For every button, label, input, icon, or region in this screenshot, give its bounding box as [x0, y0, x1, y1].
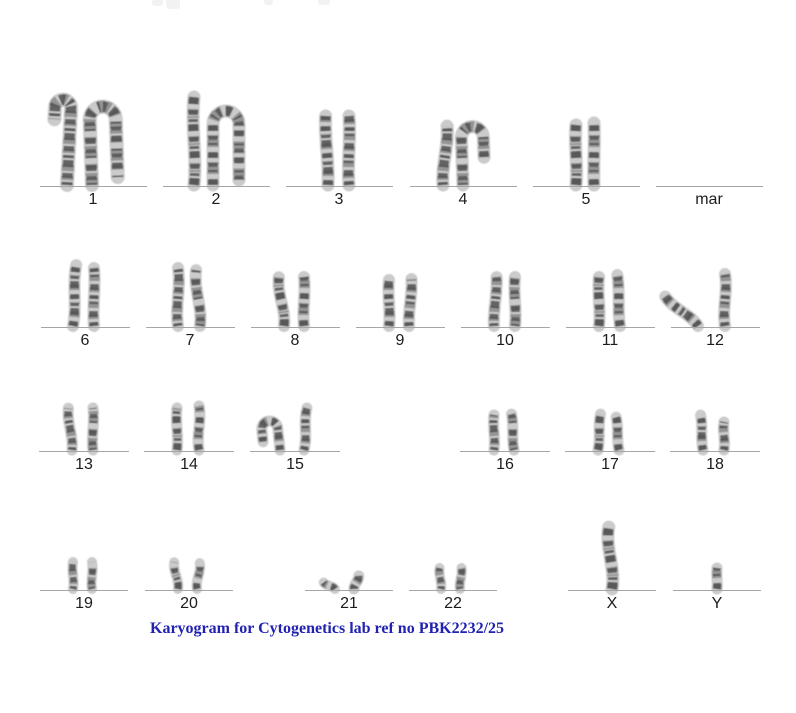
group-20-label: 20	[180, 595, 198, 612]
chromosome-2-2	[213, 111, 239, 185]
chromosome-6-2	[93, 268, 94, 326]
group-22-label: 22	[444, 595, 462, 612]
chromosome-15-2	[303, 408, 308, 450]
chromosome-6-1	[72, 265, 77, 326]
chromosome-19-2	[91, 562, 92, 589]
chromosome-14-2	[198, 406, 200, 450]
chromosome-7-2	[195, 270, 201, 326]
group-5-label: 5	[581, 191, 591, 208]
group-Y-label: Y	[711, 595, 723, 612]
chromosome-19-1	[72, 562, 73, 589]
group-9-baseline	[356, 327, 445, 328]
chromosome-8-2	[303, 277, 304, 326]
chromosome-4-1	[442, 126, 448, 185]
group-12-label: 12	[706, 332, 724, 349]
group-2-baseline	[163, 186, 270, 187]
chromosome-X-1	[607, 527, 613, 589]
group-15-baseline	[250, 451, 340, 452]
group-18-label: 18	[706, 456, 724, 473]
chromosome-3-1	[325, 116, 329, 185]
caption-text: Karyogram for Cytogenetics lab ref no PBK2232/25	[150, 620, 505, 637]
group-6-label: 6	[80, 332, 90, 349]
group-9-label: 9	[395, 332, 405, 349]
chromosome-1-2	[89, 106, 118, 185]
chromosome-9-2	[408, 279, 412, 326]
group-12-baseline	[671, 327, 760, 328]
chromosome-20-2	[196, 563, 200, 589]
chromosome-10-2	[514, 277, 515, 326]
group-7-baseline	[146, 327, 235, 328]
chromosome-12-1	[665, 296, 699, 327]
chromosome-9-1	[388, 280, 389, 326]
chromosome-Y-1	[717, 568, 718, 589]
chromosome-22-2	[459, 568, 462, 589]
chromosome-7-1	[177, 268, 179, 326]
group-17-baseline	[565, 451, 655, 452]
group-11-baseline	[566, 327, 655, 328]
group-mar-label: mar	[695, 191, 723, 208]
chromosome-5-2	[594, 123, 595, 185]
group-11-label: 11	[601, 332, 619, 349]
group-10-baseline	[461, 327, 550, 328]
group-16-label: 16	[496, 456, 514, 473]
chromosome-21-1	[323, 582, 335, 590]
group-Y-baseline	[673, 590, 761, 591]
chromosome-12-2	[724, 274, 726, 326]
group-13-baseline	[39, 451, 129, 452]
group-6-baseline	[41, 327, 130, 328]
group-X-label: X	[606, 595, 618, 612]
group-13-label: 13	[75, 456, 93, 473]
chromosome-18-2	[723, 422, 724, 450]
chromosome-1-1	[51, 99, 71, 185]
chromosome-11-1	[598, 277, 599, 326]
chromosome-14-1	[176, 408, 177, 450]
group-4-label: 4	[458, 191, 468, 208]
group-20-baseline	[145, 590, 233, 591]
chromosome-21-2	[353, 576, 359, 590]
group-18-baseline	[670, 451, 760, 452]
group-1-label: 1	[88, 191, 98, 208]
group-21-baseline	[305, 590, 393, 591]
top-artifact-2	[166, 0, 180, 9]
group-4-baseline	[410, 186, 517, 187]
group-14-baseline	[144, 451, 234, 452]
chromosome-18-1	[700, 415, 704, 450]
group-7-label: 7	[185, 332, 195, 349]
group-8-baseline	[251, 327, 340, 328]
chromosome-16-2	[511, 414, 515, 450]
top-artifact-1	[152, 0, 163, 6]
chromosome-3-2	[348, 116, 349, 185]
chromosome-17-1	[597, 414, 601, 450]
chromosome-13-1	[67, 408, 72, 450]
chromosome-16-1	[493, 415, 494, 450]
chromosome-10-1	[493, 277, 497, 326]
group-1-baseline	[40, 186, 147, 187]
group-5-baseline	[533, 186, 640, 187]
group-3-baseline	[286, 186, 393, 187]
chromosome-13-2	[92, 408, 93, 450]
chromosome-5-1	[575, 125, 576, 185]
chromosome-4-2	[461, 126, 485, 185]
group-19-label: 19	[75, 595, 93, 612]
group-3-label: 3	[334, 191, 344, 208]
chromosome-17-2	[616, 417, 620, 450]
group-16-baseline	[460, 451, 550, 452]
group-15-label: 15	[286, 456, 304, 473]
group-8-label: 8	[290, 332, 300, 349]
chromosome-22-1	[439, 568, 442, 589]
top-artifact-3	[264, 0, 273, 5]
group-17-label: 17	[601, 456, 619, 473]
group-19-baseline	[40, 590, 128, 591]
chromosome-15-1	[261, 420, 280, 452]
chromosome-20-1	[173, 562, 178, 589]
chromosome-2-1	[193, 97, 195, 185]
group-22-baseline	[409, 590, 497, 591]
chromosome-11-2	[617, 275, 621, 326]
group-10-label: 10	[496, 332, 514, 349]
group-21-label: 21	[340, 595, 358, 612]
chromosome-8-1	[278, 277, 285, 326]
group-2-label: 2	[211, 191, 221, 208]
top-artifact-4	[318, 0, 330, 5]
group-mar-baseline	[656, 186, 763, 187]
group-X-baseline	[568, 590, 656, 591]
group-14-label: 14	[180, 456, 198, 473]
